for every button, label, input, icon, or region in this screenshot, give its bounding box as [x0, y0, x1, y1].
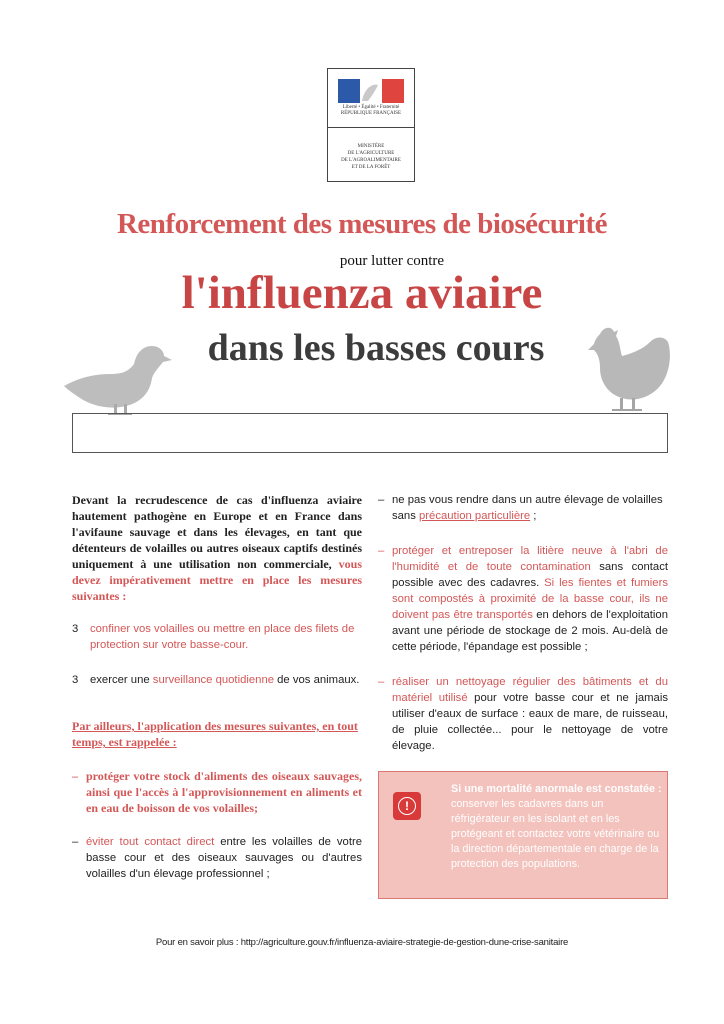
alert-text: Si une mortalité anormale est constatée : conserver les cadavres dans un réfrigérateur en les isolant et en les protégeant et contactez votre vétérinaire ou la direction départementale en charge de la protection des populations.: [451, 783, 662, 870]
footer-more-info: Pour en savoir plus : http://agriculture.gouv.fr/influenza-aviaire-strategie-de-gestion-dune-crise-sanitaire: [155, 937, 569, 948]
reminder-bullet-contact: – éviter tout contact direct entre les volailles de votre basse cour et des oiseaux sauvages ou d'autres volailles d'un élevage professionnel ;: [72, 836, 363, 880]
right-bullet-litter: – protéger et entreposer la litière neuve à l'abri de l'humidité et de toute contamination sans contact possible avec des cadavres. Si les fientes et fumiers sont compostés à proximité de la basse cour, ils ne doivent pas être transportés en dehors de l'exploitation avant une période de stockage de 2 mois. Au-delà de cette période, l'épandage est possible ;: [378, 545, 668, 653]
mortality-alert-box: [378, 771, 668, 899]
measure-surveillance: 3 exercer une surveillance quotidienne de vos animaux.: [72, 674, 360, 686]
right-bullet-other-farm: – ne pas vous rendre dans un autre élevage de volailles sans précaution particulière ;: [378, 494, 663, 522]
title-line-4: dans les basses cours: [207, 327, 545, 369]
hen-icon: [578, 324, 674, 416]
duck-icon: [64, 342, 174, 418]
intro-paragraph: Devant la recrudescence de cas d'influenza aviaire hautement pathogène en Europe et en France dans l'avifaune sauvage et dans les élevages, en tant que détenteurs de volailles ou autres oiseaux captifs destinés uniquement à une utilisation non commerciale, vous devez impérativement mettre en place les mesures suivantes :: [72, 493, 362, 603]
title-line-2: pour lutter contre: [339, 253, 445, 269]
republic-name: RÉPUBLIQUE FRANÇAISE: [340, 111, 402, 116]
title-line-1: Renforcement des mesures de biosécurité: [116, 208, 608, 240]
reminder-bullet-feed: – protéger votre stock d'aliments des oiseaux sauvages, ainsi que l'accès à l'approvisionnement en aliments et en eau de boisson de vos volailles;: [72, 769, 362, 815]
republic-motto: Liberté • Égalité • Fraternité: [342, 105, 400, 110]
measure-confine: 3 confiner vos volailles ou mettre en place des filets de protection sur votre basse-cour.: [72, 623, 355, 651]
title-line-3: l'influenza aviaire: [181, 267, 543, 319]
ministry-logo: [327, 68, 415, 182]
marianne-flag-icon: [338, 79, 404, 103]
right-column: [378, 492, 668, 754]
warning-icon: !: [393, 792, 421, 820]
ministry-name: MINISTÈRE DE L'AGRICULTURE DE L'AGROALIMENTAIRE ET DE LA FORÊT: [341, 144, 401, 170]
right-bullet-cleaning: – réaliser un nettoyage régulier des bâtiments et du matériel utilisé pour votre basse cour et ne jamais utiliser d'eaux de surface : eaux de mare, de ruisseau, de pluie collectée... pour le nettoyage de votre élevage.: [378, 676, 668, 752]
banner-frame: [72, 413, 668, 453]
left-column: [72, 492, 362, 882]
reminder-heading: Par ailleurs, l'application des mesures suivantes, en tout temps, est rappelée :: [72, 719, 358, 749]
